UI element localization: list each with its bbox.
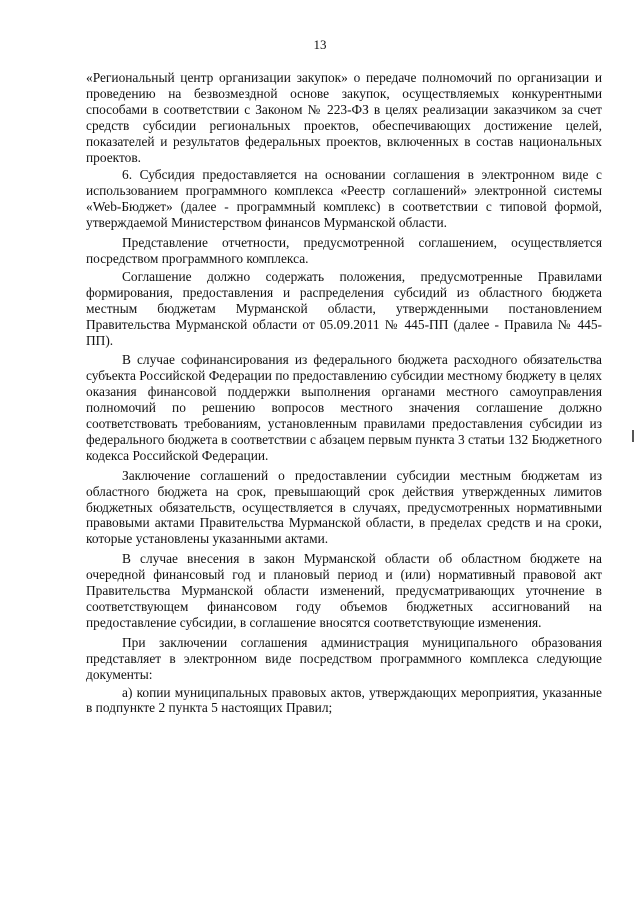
- paragraph-clause-6: 6. Субсидия предоставляется на основании соглашения в электронном виде с использованием программного комплекса «Реестр соглашений» электронной системы «Web-Бюджет» (далее - программный комплекс) в соответствии с типовой формой, утверждаемой Министерством финансов Мурманской области.: [86, 167, 602, 231]
- paragraph-law-changes: В случае внесения в закон Мурманской области об областном бюджете на очередной финансовый год и плановый период и (или) нормативный правовой акт Правительства Мурманской области изменений, предусматривающих уточнение в соответствующем финансовом году объемов бюджетных ассигнований на предоставление субсидии, в соглашение вносятся соответствующие изменения.: [86, 551, 602, 630]
- paragraph-documents-intro: При заключении соглашения администрация муниципального образования представляет в электронном виде посредством программного комплекса следующие документы:: [86, 634, 602, 682]
- paragraph-agreement-term: Заключение соглашений о предоставлении субсидии местным бюджетам из областного бюджета на срок, превышающий срок действия утвержденных лимитов бюджетных обязательств, осуществляется в случаях, предусмотренных нормативными правовыми актами Правительства Мурманской области, в пределах средств и на сроки, которые установлены указанными актами.: [86, 467, 602, 547]
- paragraph-cofinancing: В случае софинансирования из федерального бюджета расходного обязательства субъекта Российской Федерации по предоставлению субсидии местному бюджету в целях оказания финансовой поддержки выполнения органами местного самоуправления полномочий по решению вопросов местного значения соглашение должно соответствовать требованиям, установленным правилами предоставления субсидии из федерального бюджета в соответствии с абзацем первым пункта 3 статьи 132 Бюджетного кодекса Российской Федерации.: [86, 352, 602, 463]
- paragraph-continuation: «Региональный центр организации закупок» о передаче полномочий по организации и проведению на безвозмездной основе закупок, осуществляемых конкурентными способами в соответствии с Законом № 223-ФЗ в целях реализации заказчиком за счет средств субсидии региональных проектов, обеспечивающих достижение целей, показателей и результатов федеральных проектов, включенных в состав национальных проектов.: [86, 70, 602, 165]
- paragraph-item-a: а) копии муниципальных правовых актов, утверждающих мероприятия, указанные в подпункте 2 пункта 5 настоящих Правил;: [86, 684, 602, 716]
- page-number: 13: [313, 37, 327, 52]
- paragraph-reporting: Представление отчетности, предусмотренной соглашением, осуществляется посредством программного комплекса.: [86, 235, 602, 266]
- paragraph-agreement-provisions: Соглашение должно содержать положения, предусмотренные Правилами формирования, предоставления и распределения субсидий из областного бюджета местным бюджетам Мурманской области, утвержденными постановлением Правительства Мурманской области от 05.09.2011 № 445-ПП (далее - Правила № 445-ПП).: [86, 268, 602, 348]
- document-body: [86, 70, 602, 716]
- scan-edge-mark: [632, 430, 634, 442]
